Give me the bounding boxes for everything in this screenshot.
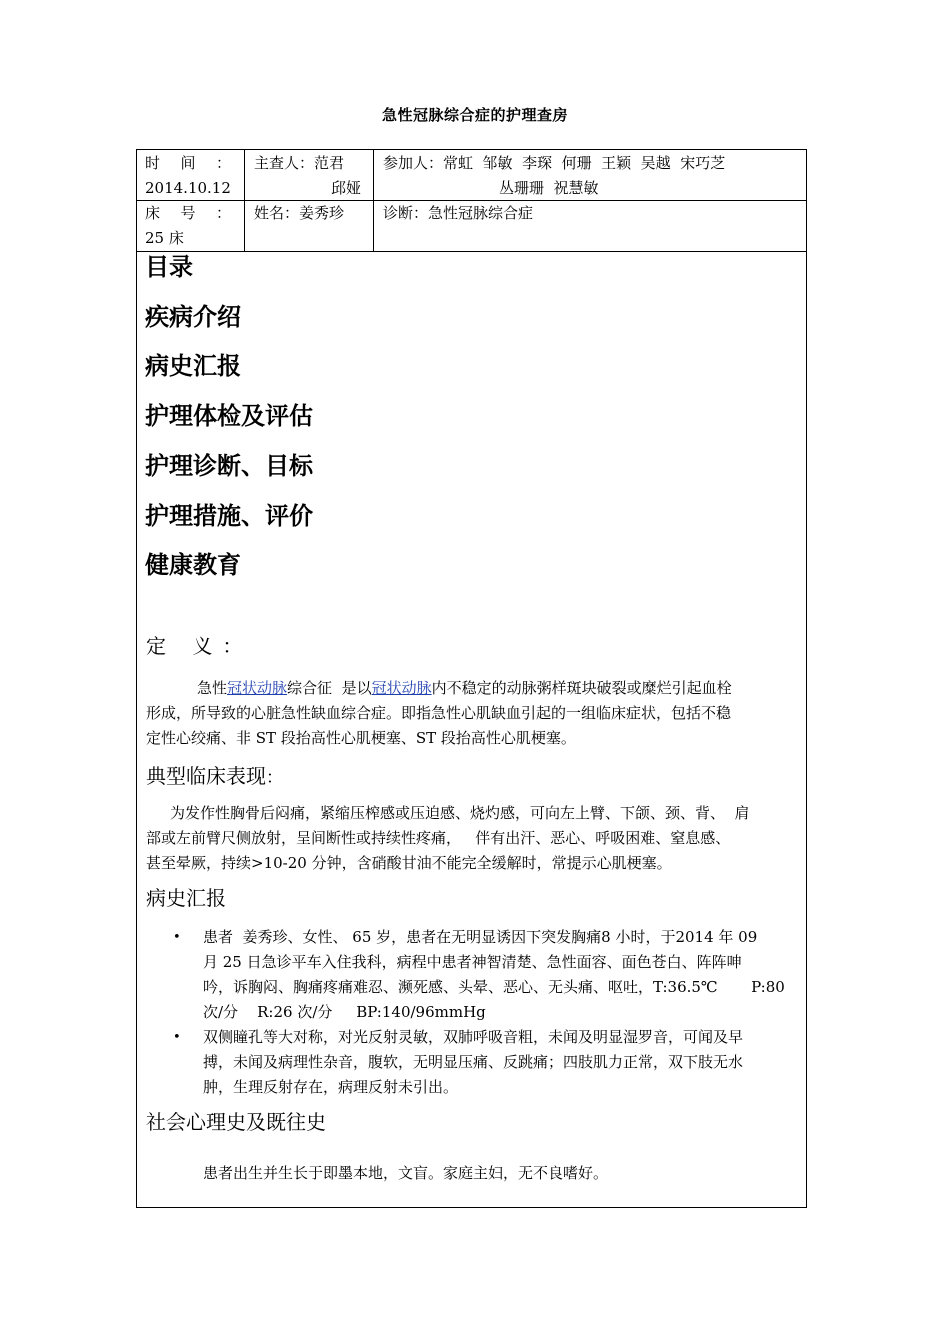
document-title: 急性冠脉综合症的护理查房 (381, 106, 568, 124)
participants-line-2: 丛珊珊 祝慧敏 (499, 179, 599, 197)
header-row-1 (137, 150, 806, 201)
clinical-line-3: 甚至晕厥，持续>10-20 分钟，含硝酸甘油不能完全缓解时，常提示心肌梗塞。 (146, 854, 672, 872)
history-item-2-line: 双侧瞳孔等大对称，对光反射灵敏，双肺呼吸音粗，未闻及明显湿罗音，可闻及早 (203, 1028, 744, 1046)
definition-line-1: 急性冠状动脉综合征 是以冠状动脉内不稳定的动脉粥样斑块破裂或糜烂引起血栓 (197, 679, 732, 697)
history-heading: 病史汇报 (146, 886, 226, 910)
header-row-2 (137, 200, 806, 252)
toc-item-diagnosis-goals: 护理诊断、目标 (145, 452, 313, 480)
history-item-1-line: 吟，诉胸闷、胸痛疼痛难忍、濒死感、头晕、恶心、无头痛、呕吐，T:36.5℃ P:80 (203, 978, 785, 996)
coronary-artery-link-1[interactable]: 冠状动脉 (227, 679, 288, 697)
patient-name: 姓名：姜秀珍 (254, 204, 345, 222)
clinical-paragraph (146, 801, 808, 876)
toc-item-history: 病史汇报 (145, 352, 241, 380)
diagnosis: 诊断：急性冠脉综合症 (383, 204, 534, 222)
host-name-2: 邱娅 (330, 179, 361, 197)
patient-name-cell (245, 200, 374, 251)
clinical-heading: 典型临床表现： (146, 764, 283, 788)
history-item-1-line: 患者 姜秀珍、女性、 65 岁，患者在无明显诱因下突发胸痛8 小时，于2014 年 09 (203, 928, 758, 946)
host-cell (245, 150, 374, 200)
toc-item-education: 健康教育 (145, 551, 241, 579)
time-cell (137, 150, 245, 200)
history-item-2 (203, 1025, 809, 1100)
participants-line-1: 参加人：常虹 邹敏 李琛 何珊 王颖 吴越 宋巧芝 (383, 154, 726, 172)
time-label: 时 间 ： (145, 154, 231, 172)
diagnosis-cell (374, 200, 806, 251)
bed-label: 床 号 ： (145, 204, 231, 222)
clinical-line-2: 部或左前臂尺侧放射，呈间断性或持续性疼痛， 伴有出汗、恶心、呼吸困难、窒息感、 (146, 829, 731, 847)
definition-paragraph (146, 676, 806, 751)
participants-cell (374, 150, 806, 200)
host-label: 主查人：范君 (254, 154, 345, 172)
record-frame (136, 149, 807, 1208)
toc-heading: 目录 (145, 253, 193, 281)
history-item-1 (203, 925, 809, 1025)
social-heading: 社会心理史及既往史 (146, 1110, 326, 1134)
history-item-2-line: 肿，生理反射存在，病理反射未引出。 (203, 1078, 459, 1096)
definition-line-3: 定性心绞痛、非 ST 段抬高性心肌梗塞、ST 段抬高性心肌梗塞。 (146, 729, 576, 747)
bed-cell (137, 200, 245, 251)
bullet-1: • (173, 930, 181, 945)
toc-item-disease-intro: 疾病介绍 (145, 303, 241, 331)
social-text: 患者出生并生长于即墨本地，文盲。家庭主妇，无不良嗜好。 (203, 1164, 609, 1182)
toc-item-measures: 护理措施、评价 (145, 502, 313, 530)
history-item-2-line: 搏，未闻及病理性杂音，腹软，无明显压痛、反跳痛；四肢肌力正常，双下肢无水 (203, 1053, 744, 1071)
bed-value: 25 床 (145, 229, 184, 247)
coronary-artery-link-2[interactable]: 冠状动脉 (371, 679, 432, 697)
clinical-line-1: 为发作性胸骨后闷痛，紧缩压榨感或压迫感、烧灼感，可向左上臂、下颌、颈、背、 肩 (170, 804, 750, 822)
history-item-1-line: 月 25 日急诊平车入住我科，病程中患者神智清楚、急性面容、面色苍白、阵阵呻 (203, 953, 742, 971)
history-item-1-line: 次/分 R:26 次/分 BP:140/96mmHg (203, 1003, 486, 1021)
toc-item-exam: 护理体检及评估 (145, 402, 313, 430)
definition-heading: 定 义： (146, 634, 253, 658)
bullet-2: • (173, 1030, 181, 1045)
definition-line-2: 形成，所导致的心脏急性缺血综合症。即指急性心肌缺血引起的一组临床症状，包括不稳 (146, 704, 732, 722)
time-value: 2014.10.12 (145, 179, 231, 197)
